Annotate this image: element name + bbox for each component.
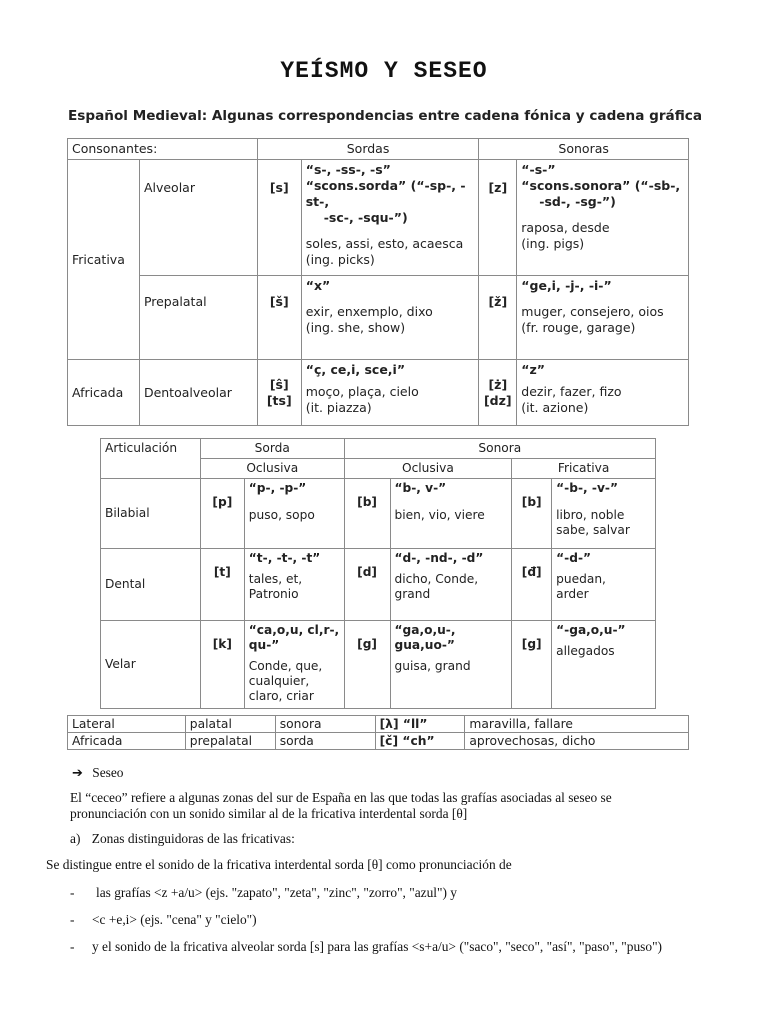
list-text: Zonas distinguidoras de las fricativas: xyxy=(91,831,295,846)
bilabial-fricativa-cell xyxy=(552,479,656,549)
table2-row-velar xyxy=(101,621,656,709)
header-sonoras: Sonoras xyxy=(479,139,689,160)
stops-table xyxy=(100,438,656,709)
example-text: tales, et, xyxy=(248,572,303,586)
table2-header-row xyxy=(101,439,656,459)
example-text: puso, sopo xyxy=(248,508,315,522)
dentoalveolar-sonora-cell xyxy=(517,360,689,426)
list-item-a xyxy=(70,830,295,847)
alveolar-sorda-cell xyxy=(301,160,479,276)
example-text: (it. piazza) xyxy=(305,400,372,415)
symbol-ts xyxy=(257,360,301,426)
header-articulacion: Articulación xyxy=(101,439,201,479)
symbol-zh: [ž] xyxy=(479,276,517,360)
symbol-text: [ŝ] xyxy=(269,376,289,392)
cell-examples: maravilla, fallare xyxy=(465,716,689,733)
symbol-t: [t] xyxy=(200,549,244,621)
table1-row-africada xyxy=(68,360,689,426)
place-dental: Dental xyxy=(101,549,201,621)
table1-row-alveolar xyxy=(68,160,689,276)
symbol-text: [ts] xyxy=(266,392,292,408)
cell-voicing: sorda xyxy=(275,733,375,750)
example-text: arder xyxy=(556,587,589,601)
symbol-d: [d] xyxy=(344,549,390,621)
example-text: bien, vio, viere xyxy=(394,508,485,522)
example-text: (ing. picks) xyxy=(305,252,375,267)
place-velar: Velar xyxy=(101,621,201,709)
example-text: (ing. pigs) xyxy=(521,236,585,251)
example-text: dicho, Conde, xyxy=(394,572,479,586)
grapheme-text: “-ga,o,u-” xyxy=(556,623,626,637)
header-consonantes: Consonantes: xyxy=(68,139,258,160)
place-alveolar: Alveolar xyxy=(139,160,257,276)
cell-manner: Africada xyxy=(68,733,186,750)
seseo-heading xyxy=(72,764,124,782)
dentoalveolar-sorda-cell xyxy=(301,360,479,426)
example-text: (fr. rouge, garage) xyxy=(521,320,636,335)
grapheme-text: “ca,o,u, cl,r-, xyxy=(248,623,340,637)
symbol-beta: [b] xyxy=(512,479,552,549)
grapheme-text: -sd-, -sg-”) xyxy=(539,194,616,209)
bilabial-oclusiva-cell xyxy=(390,479,512,549)
place-prepalatal: Prepalatal xyxy=(139,276,257,360)
prepalatal-sorda-cell xyxy=(301,276,479,360)
symbol-p: [p] xyxy=(200,479,244,549)
cell-place: prepalatal xyxy=(185,733,275,750)
dash-marker: - xyxy=(70,885,75,900)
symbol-b: [b] xyxy=(344,479,390,549)
prepalatal-sonora-cell xyxy=(517,276,689,360)
table3-row xyxy=(68,733,689,750)
table1-header-row xyxy=(68,139,689,160)
example-text: grand xyxy=(394,587,431,601)
header-sonora: Sonora xyxy=(344,439,655,459)
grapheme-text: “z” xyxy=(521,362,546,377)
bullet-item xyxy=(70,884,457,901)
grapheme-text: “-s-” xyxy=(521,162,556,177)
table1-row-prepalatal xyxy=(68,276,689,360)
example-text: libro, noble xyxy=(556,508,625,522)
bullet-text: y el sonido de la fricativa alveolar sorda [s] para las grafías <s+a/u> ("saco", "seco", "así", "paso", "puso") xyxy=(92,939,662,954)
cell-voicing: sonora xyxy=(275,716,375,733)
header-sordas: Sordas xyxy=(257,139,479,160)
velar-oclusiva-cell xyxy=(390,621,512,709)
cell-manner: Lateral xyxy=(68,716,186,733)
example-text: (it. azione) xyxy=(521,400,589,415)
dental-fricativa-cell xyxy=(552,549,656,621)
list-marker: a) xyxy=(70,831,81,846)
header-sorda: Sorda xyxy=(200,439,344,459)
symbol-sh: [š] xyxy=(257,276,301,360)
subheader-oclusiva-sonora: Oclusiva xyxy=(344,459,512,479)
grapheme-text: “d-, -nd-, -d” xyxy=(394,551,484,565)
dash-marker: - xyxy=(70,939,75,954)
grapheme-text: “scons.sorda” (“-sp-, -st-, xyxy=(305,178,466,209)
grapheme-text: “s-, -ss-, -s” xyxy=(305,162,391,177)
symbol-text: [dz] xyxy=(483,392,512,408)
dental-oclusiva-cell xyxy=(390,549,512,621)
cell-place: palatal xyxy=(185,716,275,733)
arrow-right-icon: ➔ xyxy=(72,766,83,781)
place-bilabial: Bilabial xyxy=(101,479,201,549)
grapheme-text: “x” xyxy=(305,278,331,293)
bullet-item xyxy=(70,938,662,955)
example-text: puedan, xyxy=(556,572,606,586)
example-text: muger, consejero, oios xyxy=(521,304,664,319)
table1-caption: Español Medieval: Algunas correspondencias entre cadena fónica y cadena gráfica xyxy=(68,108,703,124)
paragraph-line: El “ceceo” refiere a algunas zonas del sur de España en las que todas las grafías asociadas al seseo se xyxy=(70,790,612,805)
example-text: (ing. she, show) xyxy=(305,320,406,335)
example-text: dezir, fazer, fizo xyxy=(521,384,622,399)
example-text: claro, criar xyxy=(248,689,314,703)
grapheme-text: “ç, ce,i, sce,i” xyxy=(305,362,406,377)
symbol-s: [s] xyxy=(257,160,301,276)
table2-row-bilabial xyxy=(101,479,656,549)
subheader-oclusiva-sorda: Oclusiva xyxy=(200,459,344,479)
page-title: YEÍSMO Y SESEO xyxy=(280,58,488,84)
grapheme-text: “b-, v-” xyxy=(394,481,447,495)
paragraph-line: pronunciación con un sonido similar al de la fricativa interdental sorda [θ] xyxy=(70,806,468,821)
example-text: sabe, salvar xyxy=(556,523,630,537)
example-text: soles, assi, esto, acaesca xyxy=(305,236,464,251)
grapheme-text: qu-” xyxy=(248,638,280,652)
example-text: Conde, que, xyxy=(248,659,323,673)
bullet-item xyxy=(70,911,257,928)
example-text: exir, enxemplo, dixo xyxy=(305,304,433,319)
grapheme-text: “scons.sonora” (“-sb-, xyxy=(521,178,681,193)
example-text: allegados xyxy=(556,644,615,658)
alveolar-sonora-cell xyxy=(517,160,689,276)
bullet-text: las grafías <z +a/u> (ejs. "zapato", "zeta", "zinc", "zorro", "azul") y xyxy=(96,885,457,900)
grapheme-text: -sc-, -squ-”) xyxy=(323,210,408,225)
seseo-label: Seseo xyxy=(92,765,124,780)
example-text: moço, plaça, cielo xyxy=(305,384,419,399)
dental-sorda-cell xyxy=(244,549,344,621)
bilabial-sorda-cell xyxy=(244,479,344,549)
grapheme-text: “-b-, -v-” xyxy=(556,481,618,495)
grapheme-text: “ga,o,u-, gua,uo-” xyxy=(394,623,456,652)
bullet-text: <c +e,i> (ejs. "cena" y "cielo") xyxy=(92,912,257,927)
grapheme-text: “-d-” xyxy=(556,551,592,565)
manner-fricativa: Fricativa xyxy=(68,160,140,360)
example-text: raposa, desde xyxy=(521,220,610,235)
grapheme-text: “t-, -t-, -t” xyxy=(248,551,321,565)
lateral-africada-table xyxy=(67,715,689,750)
manner-africada: Africada xyxy=(68,360,140,426)
dash-marker: - xyxy=(70,912,75,927)
example-text: cualquier, xyxy=(248,674,310,688)
symbol-gamma: [g] xyxy=(512,621,552,709)
paragraph-line: Se distingue entre el sonido de la fricativa interdental sorda [θ] como pronunciación de xyxy=(46,857,512,872)
symbol-text: [ż] xyxy=(488,376,508,392)
consonants-table xyxy=(67,138,689,426)
symbol-eth: [đ] xyxy=(512,549,552,621)
grapheme-text: “p-, -p-” xyxy=(248,481,307,495)
table2-row-dental xyxy=(101,549,656,621)
velar-sorda-cell xyxy=(244,621,344,709)
symbol-z: [z] xyxy=(479,160,517,276)
cell-symbol: [č] “ch” xyxy=(375,733,465,750)
grapheme-text: “ge,i, -j-, -i-” xyxy=(521,278,612,293)
table3-row xyxy=(68,716,689,733)
cell-examples: aprovechosas, dicho xyxy=(465,733,689,750)
subheader-fricativa: Fricativa xyxy=(512,459,656,479)
place-dentoalveolar: Dentoalveolar xyxy=(139,360,257,426)
example-text: Patronio xyxy=(248,587,299,601)
cell-symbol: [λ] “ll” xyxy=(375,716,465,733)
symbol-k: [k] xyxy=(200,621,244,709)
symbol-dz xyxy=(479,360,517,426)
velar-fricativa-cell xyxy=(552,621,656,709)
symbol-g: [g] xyxy=(344,621,390,709)
example-text: guisa, grand xyxy=(394,659,471,673)
